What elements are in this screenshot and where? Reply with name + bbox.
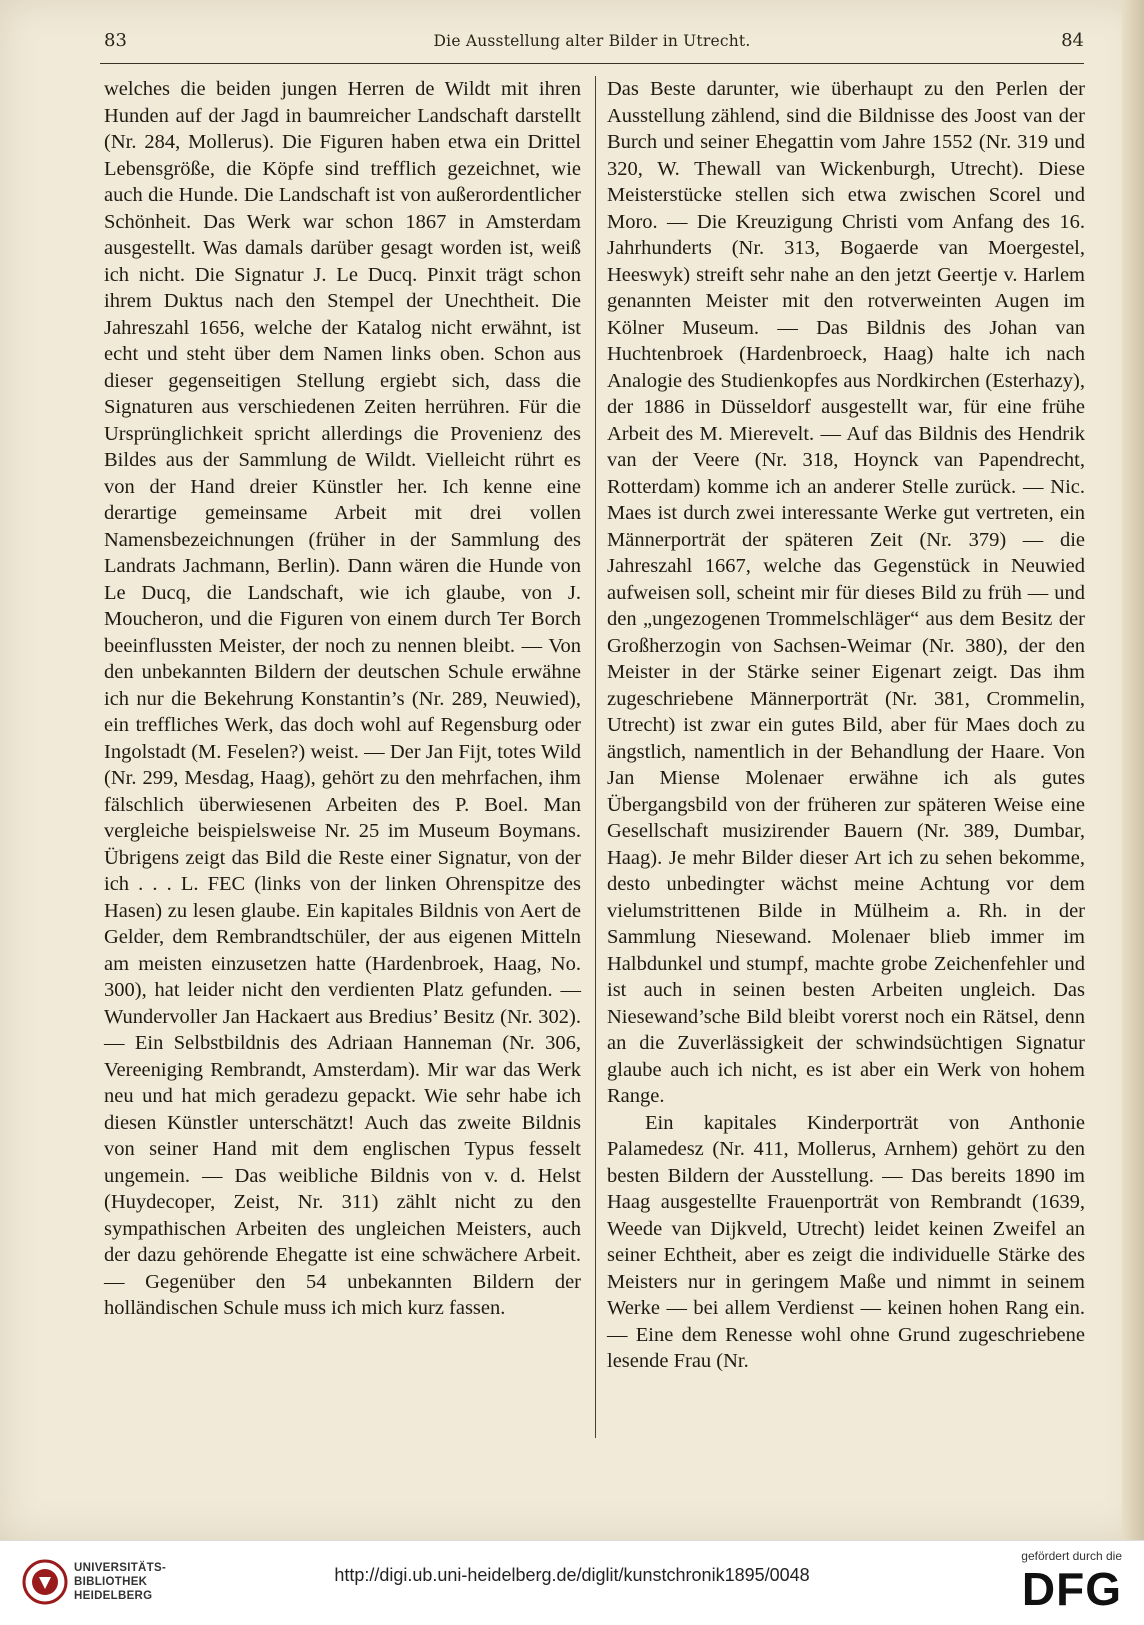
dfg-mark: DFG [1021, 1563, 1122, 1615]
column-divider [595, 76, 596, 1438]
funding-note: gefördert durch die [1021, 1549, 1122, 1563]
header-rule [100, 63, 1084, 64]
viewer-footer [0, 1540, 1144, 1625]
dfg-logo[interactable] [1002, 1549, 1122, 1619]
paragraph: welches die beiden jungen Herren de Wildt mit ihren Hunden auf der Jagd in baumreicher Landschaft darstellt (Nr. 284, Mollerus). Die Figuren haben etwa ein Drittel Lebensgröße, die Köpfe sind trefflich gezeichnet, wie auch die Hunde. Die Landschaft ist von außerordentlicher Schönheit. Das Werk war schon 1867 in Amsterdam ausgestellt. Was damals darüber gesagt worden ist, weiß ich nicht. Die Signatur J. Le Ducq. Pinxit trägt schon ihrem Duktus nach den Stempel der Unechtheit. Die Jahreszahl 1656, welche der Katalog nicht erwähnt, ist echt und steht über dem Namen links oben. Schon aus dieser gegenseitigen Stellung ergiebt sich, dass die Signaturen aus verschiedenen Zeiten herrühren. Für die Ursprünglichkeit spricht allerdings die Provenienz des Bildes aus der Sammlung de Wildt. Vielleicht rührt es von der Hand dreier Künstler her. Ich kenne eine derartige gemeinsame Arbeit mit drei vollen Namensbezeichnungen (früher in der Sammlung des Landrats Jachmann, Berlin). Dann wären die Hunde von Le Ducq, die Landschaft, wie ich glaube, von J. Moucheron, und die Figuren von einem durch Ter Borch beeinflussten Meister, der noch zu nennen bleibt. — Von den unbekannten Bildern der deutschen Schule erwähne ich nur die Bekehrung Konstantin’s (Nr. 289, Neuwied), ein treffliches Werk, das doch wohl auf Regensburg oder Ingolstadt (M. Feselen?) weist. — Der Jan Fijt, totes Wild (Nr. 299, Mesdag, Haag), gehört zu den mehrfachen, ihm fälschlich überwiesenen Arbeiten des P. Boel. Man vergleiche beispielsweise Nr. 25 im Museum Boymans. Übrigens zeigt das Bild die Reste einer Signatur, von der ich . . . L. FEC (links von der linken Ohrenspitze des Hasen) zu lesen glaube. Ein kapitales Bildnis von Aert de Gelder, dem Rembrandtschüler, der aus eigenen Mitteln am meisten einzusetzen hatte (Hardenbroek, Haag, No. 300), hat leider nicht den verdienten Platz gefunden. — Wundervoller Jan Hackaert aus Bredius’ Besitz (Nr. 302). — Ein Selbstbildnis des Adriaan Hanneman (Nr. 306, Vereeniging Rembrandt, Amsterdam). Mir war das Werk neu und hat mich geradezu gepackt. Wie sehr habe ich diesen Künstler unterschätzt! Auch das zweite Bildnis von seiner Hand mit dem englischen Typus fesselt ungemein. — Das weibliche Bildnis von v. d. Helst (Huydecoper, Zeist, Nr. 311) zählt nicht zu den sympathischen Arbeiten des ungleichen Meisters, auch der dazu gehörende Ehegatte ist eine schwächere Arbeit. — Gegenüber den 54 unbekannten Bildern der holländischen Schule muss ich mich kurz fassen. [104, 78, 581, 1319]
library-name: UNIVERSITÄTS- BIBLIOTHEK HEIDELBERG [74, 1562, 167, 1602]
right-column [607, 76, 1085, 1375]
paragraph: Das Beste darunter, wie überhaupt zu den Perlen der Ausstellung zählend, sind die Bildnisse des Joost van der Burch und seiner Ehegattin vom Jahre 1552 (Nr. 319 und 320, W. Thewall van Wickenburgh, Utrecht). Diese Meisterstücke stellen sich etwa zwischen Scorel und Moro. — Die Kreuzigung Christi vom Anfang des 16. Jahrhunderts (Nr. 313, Bogaerde van Moergestel, Heeswyk) streift sehr nahe an den jetzt Geertje v. Harlem genannten Meister mit den rotverweinten Augen im Kölner Museum. — Das Bildnis des Johan van Huchtenbroek (Hardenbroeck, Haag) halte ich nach Analogie des Studienkopfes aus Nordkirchen (Esterhazy), der 1886 in Düsseldorf ausgestellt war, für eine frühe Arbeit des M. Mierevelt. — Auf das Bildnis des Hendrik van der Veere (Nr. 318, Hoynck van Papendrecht, Rotterdam) komme ich an anderer Stelle zurück. — Nic. Maes ist durch zwei interessante Werke gut vertreten, ein Männerporträt der späteren Zeit (Nr. 379) — die Jahreszahl 1667, welche das Gegenstück in Neuwied aufweisen soll, scheint mir für dieses Bild zu früh — und den „ungezogenen Trommelschläger“ aus dem Besitz der Großherzogin von Sachsen-Weimar (Nr. 380), der den Meister in der Stärke seiner Eigenart zeigt. Das ihm zugeschriebene Männerporträt (Nr. 381, Crommelin, Utrecht) ist zwar ein gutes Bild, aber für Maes doch zu ängstlich, namentlich in der Behandlung der Haare. Von Jan Miense Molenaer erwähne ich als gutes Übergangsbild von der früheren zur späteren Weise eine Gesellschaft musizirender Bauern (Nr. 389, Dumbar, Haag). Je mehr Bilder dieser Art ich zu sehen bekomme, desto unbedingter wächst meine Achtung vor dem vielumstrittenen Bilde in Mülheim a. Rh. in der Sammlung Niesewand. Molenaer blieb immer im Halbdunkel und stumpf, machte grobe Zeichenfehler und ist auch in seinen besten Arbeiten ungleich. Das Niesewand’sche Bild bleibt vorerst noch ein Rätsel, denn an die Zuverlässigkeit der schwindsüchtigen Signatur glaube auch ich nicht, es ist aber ein Werk von hohem Range. [607, 78, 1085, 1107]
page-number-right: 84 [1061, 30, 1084, 51]
page-number-left: 83 [104, 30, 127, 51]
page-edge [1122, 0, 1144, 1540]
left-column [104, 76, 581, 1322]
running-header [100, 30, 1084, 64]
paragraph: Ein kapitales Kinderporträt von Anthonie Palamedesz (Nr. 411, Mollerus, Arnhem) gehört zu den besten Bildern der Ausstellung. — Das bereits 1890 im Haag ausgestellte Frauenporträt von Rembrandt (1639, Weede van Dijkveld, Utrecht) leidet keinen Zweifel an seiner Echtheit, aber es zeigt die individuelle Stärke des Meisters nur in geringem Maße und nimmt in seinem Werke — bei allem Verdienst — keinen hohen Rang ein. — Eine dem Renesse wohl ohne Grund zugeschriebene lesende Frau (Nr. [607, 1111, 1085, 1372]
permalink[interactable]: http://digi.ub.uni-heidelberg.de/diglit/kunstchronik1895/0048 [334, 1565, 810, 1585]
running-title: Die Ausstellung alter Bilder in Utrecht. [433, 32, 751, 50]
